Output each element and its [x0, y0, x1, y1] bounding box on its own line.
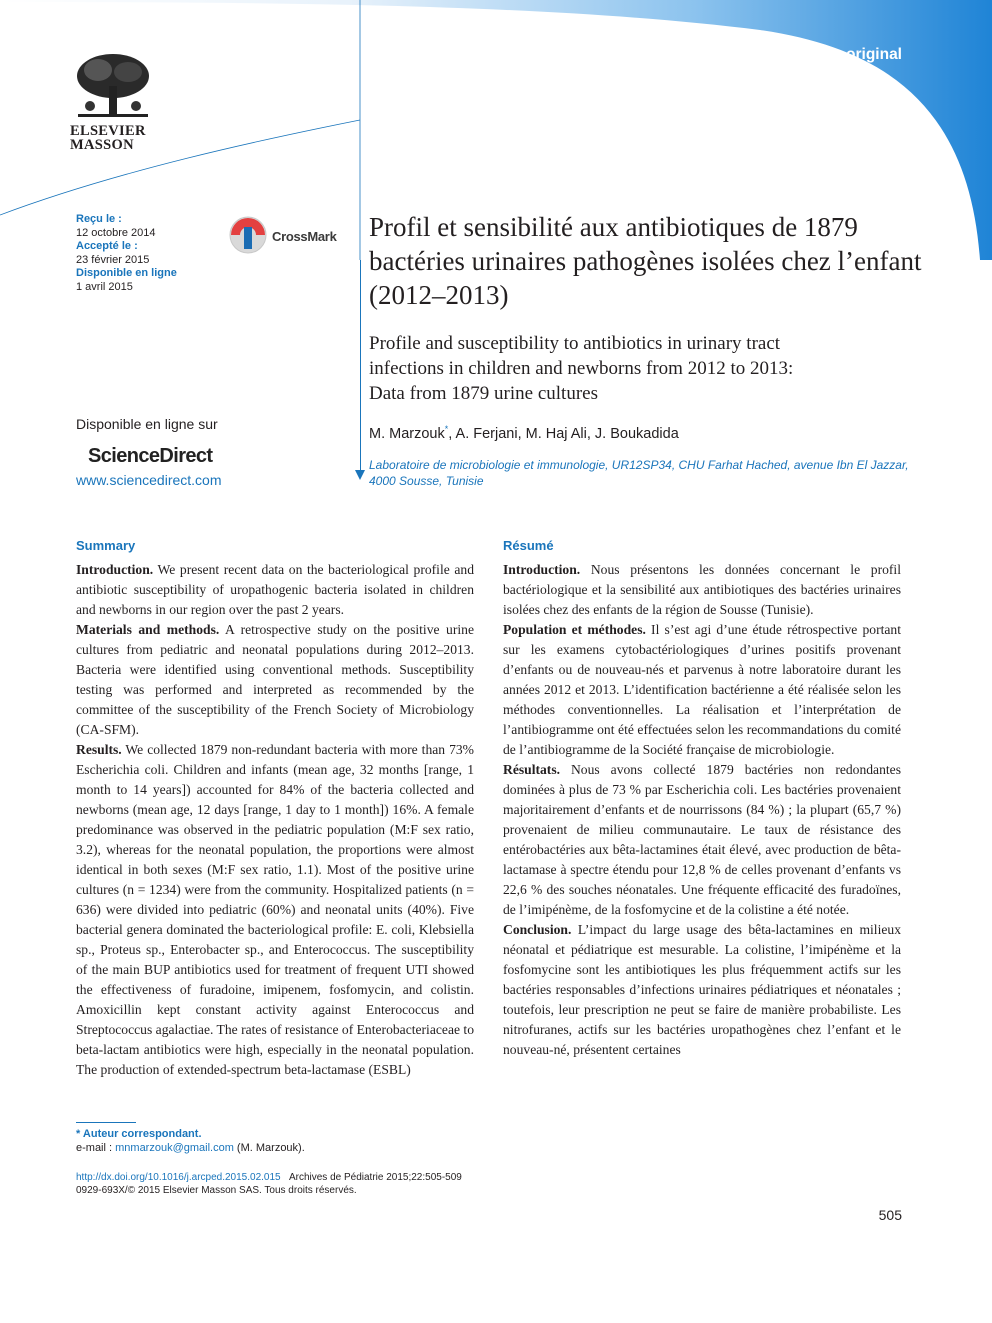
available-online-label: Disponible en ligne sur	[76, 416, 218, 432]
resume-conclusion: Conclusion. L’impact du large usage des bêta-lactamines en milieux néonatal et pédiatrique est mesurable. La colistine, l’imipénème et la fosfomycine sont les antibiotiques les plus fréquemment actifs sur les bactéries responsables d’infections urinaires pédiatriques et néonatales ; toutefois, leur prescription ne peut se faire de manière probabiliste. Les nitrofuranes, actifs sur les bactéries uropathogènes chez l’enfant et le nouveau-né, présentent certaines	[503, 922, 901, 1057]
resume-heading: Résumé	[503, 538, 554, 553]
author-name: M. Marzouk	[369, 425, 445, 442]
accepted-label: Accepté le :	[76, 240, 138, 252]
author-list: , A. Ferjani, M. Haj Ali, J. Boukadida	[448, 425, 679, 442]
received-date: 12 octobre 2014	[76, 226, 156, 239]
page-number: 505	[878, 1207, 902, 1223]
summary-heading: Summary	[76, 538, 136, 553]
authors	[369, 424, 679, 442]
crossmark-label[interactable]: CrossMark	[272, 229, 337, 244]
summary-intro: Introduction. We present recent data on the bacteriological profile and antibiotic susceptibility of uropathogenic bacteria isolated in children and newborns in our region over the past 2 years.	[76, 562, 474, 617]
article-title: Profil et sensibilité aux antibiotiques de 1879 bactéries urinaires pathogènes isolées chez l’enfant (2012–2013)	[369, 212, 922, 310]
sciencedirect-link[interactable]: www.sciencedirect.com	[76, 472, 222, 488]
email-link[interactable]: mnmarzouk@gmail.com	[115, 1142, 234, 1154]
affiliation: Laboratoire de microbiologie et immunologie, UR12SP34, CHU Farhat Hached, avenue Ibn El Jazzar, 4000 Sousse, Tunisie	[369, 458, 909, 488]
resume-intro: Introduction. Nous présentons les données concernant le profil bactériologique et la sensibilité aux antibiotiques des bactéries urinaires isolées chez des enfants de la région de Sousse (Tunisie).	[503, 562, 901, 617]
journal-citation: Archives de Pédiatrie 2015;22:505-509	[288, 1172, 462, 1183]
doi-link[interactable]: http://dx.doi.org/10.1016/j.arcped.2015.02.015	[76, 1172, 281, 1183]
article-english-title: Profile and susceptibility to antibiotics in urinary tract infections in children and newborns from 2012 to 2013: Data from 1879 urine cultures	[369, 333, 794, 404]
received-label: Reçu le :	[76, 213, 122, 225]
summary-methods: Materials and methods. A retrospective study on the positive urine cultures from pediatric and neonatal populations during 2012–2013. Bacteria were identified using conventional methods. Susceptibility testing was performed and interpreted as recommended by the committee of the susceptibility of the French Society of Microbiology (CA-SFM).	[76, 622, 474, 737]
corresponding-mark[interactable]: *	[444, 424, 449, 434]
crossmark-icon[interactable]	[228, 215, 268, 255]
email-footnote: e-mail : mnmarzouk@gmail.com (M. Marzouk).	[76, 1142, 305, 1154]
resume-column	[503, 536, 901, 1060]
footnote-rule	[76, 1122, 136, 1123]
resume-results: Résultats. Nous avons collecté 1879 bactéries non redondantes dominées à plus de 73 % par Escherichia coli. Les bactéries provenaient majoritairement d’enfants et de nourrissons (84 %) ; la plupart (65,7 %) provenaient de milieu communautaire. Le taux de résistance des entérobactéries aux bêta-lactamines était élevé, avec production de bêta-lactamase à spectre étendu pour 12,8 % de celles provenant d’enfants vs 22,6 % des souches néonatales. Une fréquente efficacité des furadoïnes, de l’imipénème, de la fosfomycine et de la colistine a été notée.	[503, 762, 901, 917]
online-date: 1 avril 2015	[76, 280, 133, 293]
sciencedirect-logo: ScienceDirect	[88, 445, 213, 467]
publisher-name: ELSEVIER MASSON	[70, 123, 146, 153]
summary-column	[76, 536, 474, 1080]
accepted-date: 23 février 2015	[76, 253, 150, 266]
online-label: Disponible en ligne	[76, 267, 177, 279]
copyright: 0929-693X/© 2015 Elsevier Masson SAS. Tous droits réservés.	[76, 1185, 357, 1196]
elsevier-tree-logo	[68, 50, 158, 122]
citation-line	[76, 1172, 462, 1183]
vertical-divider	[360, 260, 361, 470]
arrow-down-icon	[355, 470, 365, 480]
article-dates	[76, 213, 177, 294]
article-category: Mémoire original	[777, 46, 902, 63]
summary-results: Results. We collected 1879 non-redundant bacteria with more than 73% Escherichia coli. Children and infants (mean age, 32 months [range, 1 month to 14 years]) accounted for 84% of the bacteria collected and newborns (mean age, 12 days [range, 1 day to 1 month]) 16%. A female predominance was observed in the pediatric population (M:F sex ratio, 3.2), whereas for the neonatal population, the proportions were almost identical in both sexes (M:F sex ratio, 1.1). Most of the positive urine cultures (n = 1234) were from the community. Hospitalized patients (n = 636) were divided into pediatric (60%) and neonatal units (40%). Five bacterial genera dominated the bacteriological profile: E. coli, Klebsiella sp., Proteus sp., Enterobacter sp., and Enterococcus. The susceptibility of the main BUP antibiotics used for treatment of frequent UTI showed the effectiveness of furadoine, imipenem, fosfomycin, and colistin. Amoxicillin kept constant activity against Enterococcus and Streptococcus agalactiae. The rates of resistance of Enterobacteriaceae to beta-lactam antibiotics were high, especially in the neonatal population. The production of extended-spectrum beta-lactamase (ESBL)	[76, 742, 474, 1077]
resume-methods: Population et méthodes. Il s’est agi d’une étude rétrospective portant sur les examens cytobactériologiques d’urines positifs provenant d’enfants ou de nouveau-nés et parvenus à notre laboratoire durant les années 2012 et 2013. L’identification bactérienne a été réalisée selon les méthodes conventionnelles. La réalisation et l’interprétation de l’antibiogramme ont été effectuées selon les recommandations du comité de l’antibiogramme de la Société française de microbiologie.	[503, 622, 901, 757]
corresponding-footnote: * Auteur correspondant.	[76, 1128, 202, 1140]
